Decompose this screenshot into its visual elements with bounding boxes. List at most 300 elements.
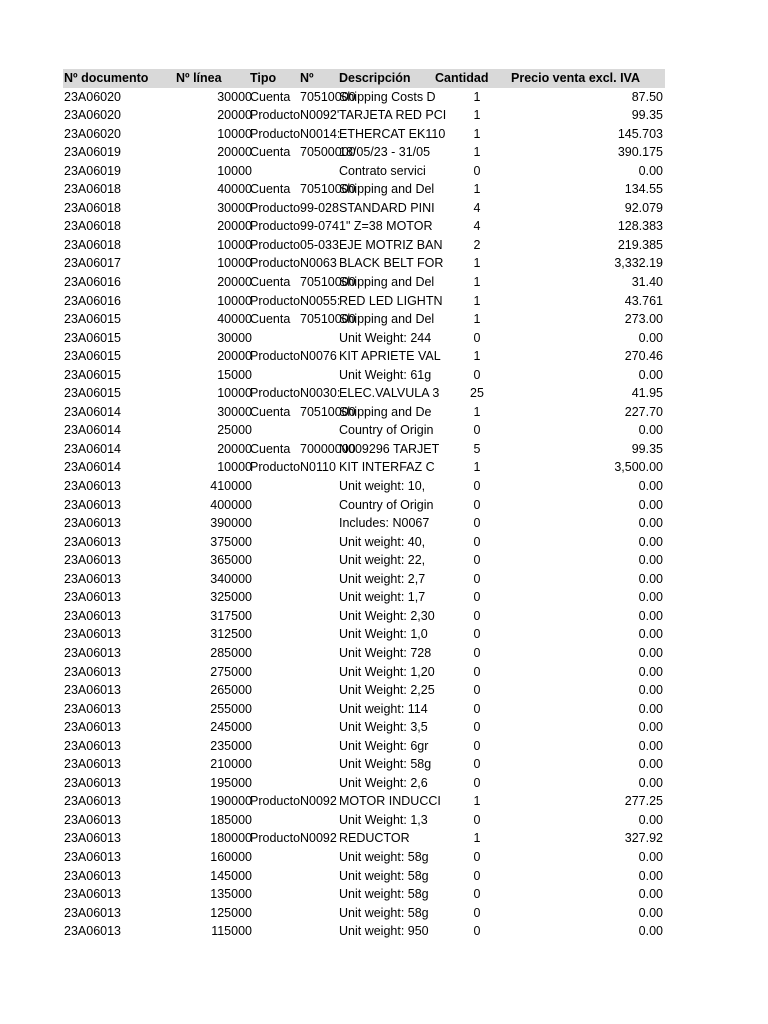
cell-line-number: 245000 [210,720,252,735]
cell-number: N0014: [300,126,341,141]
cell-description: REDUCTOR [339,831,410,846]
cell-type: Producto [250,108,301,123]
cell-document-number: 23A06018 [64,219,122,234]
cell-type [250,551,300,570]
cell-type [250,477,300,496]
cell-document-number: 23A06016 [64,275,122,290]
table-row [63,254,665,273]
table-row [63,848,665,867]
header-number: Nº [300,71,314,85]
cell-number: 70000000 [300,441,356,456]
cell-price: 99.35 [631,108,663,123]
cell-type [250,496,300,515]
cell-type [250,718,300,737]
table-row [63,310,665,329]
cell-price: 0.00 [638,905,663,920]
cell-description: STANDARD PINI [339,200,435,215]
cell-line-number: 190000 [210,794,252,809]
cell-line-number: 125000 [210,905,252,920]
table-row [63,236,665,255]
cell-type [250,774,300,793]
cell-price: 0.00 [638,812,663,827]
table-row [63,681,665,700]
cell-line-number: 400000 [210,497,252,512]
cell-description: Unit Weight: 244 [339,330,432,345]
cell-quantity: 0 [473,924,481,939]
table-row [63,663,665,682]
cell-type [250,162,300,181]
cell-document-number: 23A06013 [64,608,122,623]
cell-description: Unit Weight: 61g [339,367,432,382]
cell-quantity: 0 [473,683,481,698]
cell-description: MOTOR INDUCCI [339,794,441,809]
cell-description: Unit weight: 114 [339,701,428,716]
table-row [63,496,665,515]
cell-description: Unit Weight: 58g [339,757,432,772]
cell-type [250,588,300,607]
cell-number: N0063 [300,256,337,271]
table-row [63,811,665,830]
cell-price: 0.00 [638,516,663,531]
cell-type: Producto [250,200,301,215]
cell-type [250,421,300,440]
cell-price: 3,332.19 [614,256,663,271]
table-row [63,347,665,366]
cell-type: Cuenta [250,182,291,197]
cell-price: 43.761 [624,293,663,308]
cell-document-number: 23A06017 [64,256,122,271]
cell-quantity: 0 [473,664,481,679]
cell-number [300,663,339,682]
cell-price: 92.079 [624,200,663,215]
cell-document-number: 23A06014 [64,423,122,438]
cell-quantity: 0 [473,553,481,568]
cell-type: Producto [250,293,301,308]
cell-document-number: 23A06013 [64,775,122,790]
cell-document-number: 23A06018 [64,237,122,252]
cell-type [250,366,300,385]
cell-type: Producto [250,794,301,809]
cell-quantity: 0 [473,497,481,512]
cell-line-number: 15000 [217,367,252,382]
cell-number [300,607,339,626]
table-row [63,829,665,848]
cell-price: 0.00 [638,367,663,382]
cell-quantity: 0 [473,887,481,902]
cell-description: Shipping Costs D [339,89,436,104]
cell-description: ETHERCAT EK110 [339,126,446,141]
cell-description: Includes: N0067 [339,516,430,531]
cell-description: Contrato servici [339,163,426,178]
cell-line-number: 30000 [217,330,252,345]
cell-type [250,700,300,719]
cell-type [250,904,300,923]
cell-number [300,421,339,440]
cell-document-number: 23A06013 [64,831,122,846]
cell-line-number: 20000 [217,441,252,456]
cell-quantity: 0 [473,812,481,827]
cell-description: Unit Weight: 3,5 [339,720,428,735]
cell-description: Unit weight: 58g [339,868,429,883]
cell-type [250,607,300,626]
cell-description: Unit Weight: 2,30 [339,608,435,623]
cell-line-number: 115000 [211,924,252,939]
cell-type: Cuenta [250,404,291,419]
cell-document-number: 23A06016 [64,293,122,308]
cell-description: Country of Origin [339,423,434,438]
cell-line-number: 145000 [210,868,252,883]
table-body [63,88,665,941]
cell-number [300,848,339,867]
cell-type [250,570,300,589]
cell-document-number: 23A06019 [64,145,122,160]
cell-number: 70510000 [300,182,356,197]
cell-quantity: 0 [473,701,481,716]
cell-line-number: 180000 [210,831,252,846]
cell-description: Unit weight: 950 [339,924,429,939]
cell-type: Cuenta [250,89,291,104]
cell-description: Unit Weight: 2,25 [339,683,435,698]
table-row [63,885,665,904]
table-row [63,625,665,644]
cell-quantity: 1 [473,293,481,308]
cell-line-number: 410000 [210,479,252,494]
cell-number [300,551,339,570]
cell-quantity: 0 [473,367,481,382]
cell-document-number: 23A06013 [64,868,122,883]
cell-quantity: 0 [473,868,481,883]
cell-price: 0.00 [638,757,663,772]
cell-type [250,514,300,533]
cell-price: 0.00 [638,720,663,735]
table-row [63,440,665,459]
cell-line-number: 340000 [210,571,252,586]
table-row [63,792,665,811]
cell-document-number: 23A06013 [64,664,122,679]
table-row [63,162,665,181]
cell-type: Producto [250,126,301,141]
cell-document-number: 23A06013 [64,479,122,494]
cell-line-number: 10000 [217,256,252,271]
cell-number: 05-033 [300,237,339,252]
cell-type [250,737,300,756]
cell-price: 0.00 [638,163,663,178]
cell-description: Unit weight: 40, [339,534,426,549]
cell-type [250,811,300,830]
cell-quantity: 4 [473,200,481,215]
cell-description: ELEC.VALVULA 3 [339,386,440,401]
cell-number: 70510000 [300,312,356,327]
cell-document-number: 23A06014 [64,404,122,419]
cell-type [250,329,300,348]
cell-description: Unit weight: 1,7 [339,590,426,605]
cell-line-number: 390000 [210,516,252,531]
cell-quantity: 1 [473,404,481,419]
cell-price: 0.00 [638,868,663,883]
cell-quantity: 1 [473,794,481,809]
cell-description: Unit Weight: 728 [339,645,432,660]
cell-document-number: 23A06013 [64,645,122,660]
cell-price: 0.00 [638,924,663,939]
cell-line-number: 10000 [217,293,252,308]
cell-number: N0092 [300,831,337,846]
cell-type: Cuenta [250,441,291,456]
cell-description: 18/05/23 - 31/05 [339,145,431,160]
cell-line-number: 10000 [217,460,252,475]
cell-type [250,922,300,941]
cell-document-number: 23A06013 [64,627,122,642]
cell-quantity: 0 [473,571,481,586]
cell-line-number: 30000 [217,89,252,104]
cell-document-number: 23A06013 [64,553,122,568]
table-row [63,180,665,199]
cell-type: Cuenta [250,312,291,327]
cell-number [300,811,339,830]
cell-line-number: 25000 [217,423,252,438]
table-row [63,477,665,496]
cell-quantity: 0 [473,757,481,772]
cell-line-number: 40000 [217,182,252,197]
cell-quantity: 0 [473,590,481,605]
cell-line-number: 10000 [217,386,252,401]
cell-line-number: 255000 [210,701,252,716]
cell-document-number: 23A06013 [64,849,122,864]
cell-price: 390.175 [617,145,663,160]
cell-number [300,477,339,496]
cell-price: 3,500.00 [614,460,663,475]
table-row [63,570,665,589]
cell-document-number: 23A06014 [64,441,122,456]
cell-number [300,867,339,886]
cell-document-number: 23A06014 [64,460,122,475]
cell-line-number: 20000 [217,145,252,160]
cell-quantity: 1 [473,349,481,364]
cell-description: Unit Weight: 2,6 [339,775,428,790]
cell-number [300,904,339,923]
cell-quantity: 0 [473,627,481,642]
cell-number: 99-074 [300,219,339,234]
cell-number [300,329,339,348]
cell-line-number: 235000 [210,738,252,753]
cell-price: 0.00 [638,553,663,568]
cell-description: Country of Origin [339,497,434,512]
cell-price: 0.00 [638,534,663,549]
cell-number [300,496,339,515]
invoice-lines-table [63,69,665,941]
cell-type: Producto [250,256,301,271]
cell-line-number: 20000 [217,275,252,290]
cell-line-number: 375000 [210,534,252,549]
cell-quantity: 0 [473,738,481,753]
cell-description: N009296 TARJET [339,441,440,456]
cell-number: 70510000 [300,275,356,290]
cell-quantity: 1 [473,145,481,160]
cell-price: 0.00 [638,645,663,660]
cell-price: 0.00 [638,849,663,864]
header-quantity: Cantidad [435,71,489,85]
cell-number: N0055: [300,293,341,308]
cell-quantity: 1 [473,831,481,846]
cell-document-number: 23A06013 [64,590,122,605]
cell-line-number: 10000 [217,126,252,141]
cell-line-number: 325000 [210,590,252,605]
cell-type [250,755,300,774]
cell-price: 0.00 [638,683,663,698]
cell-document-number: 23A06018 [64,200,122,215]
cell-description: Unit weight: 2,7 [339,571,426,586]
cell-description: Unit weight: 10, [339,479,426,494]
cell-line-number: 10000 [217,163,252,178]
table-row [63,514,665,533]
cell-document-number: 23A06015 [64,312,122,327]
cell-number [300,625,339,644]
cell-type: Producto [250,219,301,234]
table-row [63,384,665,403]
table-row [63,867,665,886]
table-row [63,922,665,941]
cell-number [300,570,339,589]
cell-quantity: 1 [473,126,481,141]
table-row [63,217,665,236]
cell-description: 1" Z=38 MOTOR [339,219,433,234]
cell-price: 0.00 [638,423,663,438]
cell-number [300,588,339,607]
cell-number: N0030: [300,386,341,401]
cell-quantity: 0 [473,775,481,790]
cell-line-number: 135000 [210,887,252,902]
cell-description: Unit weight: 58g [339,849,429,864]
table-row [63,366,665,385]
cell-quantity: 0 [473,163,481,178]
cell-type: Producto [250,386,301,401]
cell-document-number: 23A06013 [64,701,122,716]
cell-line-number: 30000 [217,200,252,215]
table-row [63,718,665,737]
cell-number [300,681,339,700]
cell-document-number: 23A06015 [64,330,122,345]
cell-quantity: 25 [470,386,484,401]
cell-number: N0110 [300,460,336,475]
cell-line-number: 275000 [210,664,252,679]
cell-line-number: 195000 [210,775,252,790]
cell-document-number: 23A06013 [64,905,122,920]
cell-quantity: 0 [473,720,481,735]
cell-price: 0.00 [638,738,663,753]
cell-line-number: 365000 [210,553,252,568]
cell-price: 0.00 [638,608,663,623]
cell-document-number: 23A06015 [64,386,122,401]
cell-description: Unit Weight: 1,3 [339,812,428,827]
table-row [63,755,665,774]
cell-number [300,700,339,719]
cell-price: 270.46 [624,349,663,364]
cell-line-number: 20000 [217,108,252,123]
cell-line-number: 185000 [210,812,252,827]
cell-price: 0.00 [638,590,663,605]
table-row [63,329,665,348]
table-row [63,421,665,440]
cell-number: 99-028 [300,200,339,215]
cell-description: KIT APRIETE VAL [339,349,441,364]
cell-description: EJE MOTRIZ BAN [339,237,443,252]
cell-document-number: 23A06013 [64,720,122,735]
header-line-number: Nº línea [176,71,222,85]
cell-number [300,774,339,793]
cell-description: Unit weight: 58g [339,905,429,920]
cell-price: 0.00 [638,775,663,790]
cell-quantity: 1 [473,275,481,290]
table-row [63,106,665,125]
cell-line-number: 265000 [210,683,252,698]
cell-description: Shipping and Del [339,182,435,197]
cell-type [250,885,300,904]
cell-price: 327.92 [624,831,663,846]
table-header-row [63,69,665,88]
cell-type: Producto [250,831,301,846]
cell-quantity: 1 [473,182,481,197]
cell-number [300,755,339,774]
cell-document-number: 23A06013 [64,757,122,772]
cell-description: Unit Weight: 1,20 [339,664,435,679]
cell-description: Unit Weight: 6gr [339,738,429,753]
cell-number [300,533,339,552]
cell-quantity: 0 [473,423,481,438]
cell-number [300,885,339,904]
cell-number: 70510000 [300,89,356,104]
cell-quantity: 1 [473,460,481,475]
cell-document-number: 23A06015 [64,367,122,382]
table-row [63,533,665,552]
cell-quantity: 1 [473,108,481,123]
table-row [63,551,665,570]
cell-description: Unit weight: 58g [339,887,429,902]
cell-price: 87.50 [631,89,663,104]
header-description: Descripción [339,71,411,85]
cell-line-number: 20000 [217,219,252,234]
cell-document-number: 23A06013 [64,534,122,549]
cell-type [250,867,300,886]
cell-quantity: 0 [473,534,481,549]
cell-quantity: 0 [473,645,481,660]
cell-quantity: 1 [473,89,481,104]
table-row [63,403,665,422]
table-row [63,644,665,663]
cell-description: KIT INTERFAZ C [339,460,435,475]
table-row [63,125,665,144]
cell-document-number: 23A06013 [64,924,122,939]
cell-document-number: 23A06013 [64,887,122,902]
cell-document-number: 23A06019 [64,163,122,178]
cell-quantity: 1 [473,256,481,271]
cell-description: Unit Weight: 1,0 [339,627,428,642]
cell-type [250,644,300,663]
cell-number [300,514,339,533]
cell-quantity: 4 [473,219,481,234]
cell-price: 0.00 [638,479,663,494]
table-row [63,737,665,756]
cell-number [300,718,339,737]
cell-type [250,533,300,552]
cell-document-number: 23A06020 [64,89,122,104]
cell-line-number: 317500 [210,608,252,623]
cell-number: N0092 [300,794,337,809]
cell-line-number: 160000 [210,849,252,864]
cell-type: Producto [250,349,301,364]
cell-price: 0.00 [638,701,663,716]
cell-type: Producto [250,460,301,475]
table-row [63,774,665,793]
cell-document-number: 23A06013 [64,812,122,827]
